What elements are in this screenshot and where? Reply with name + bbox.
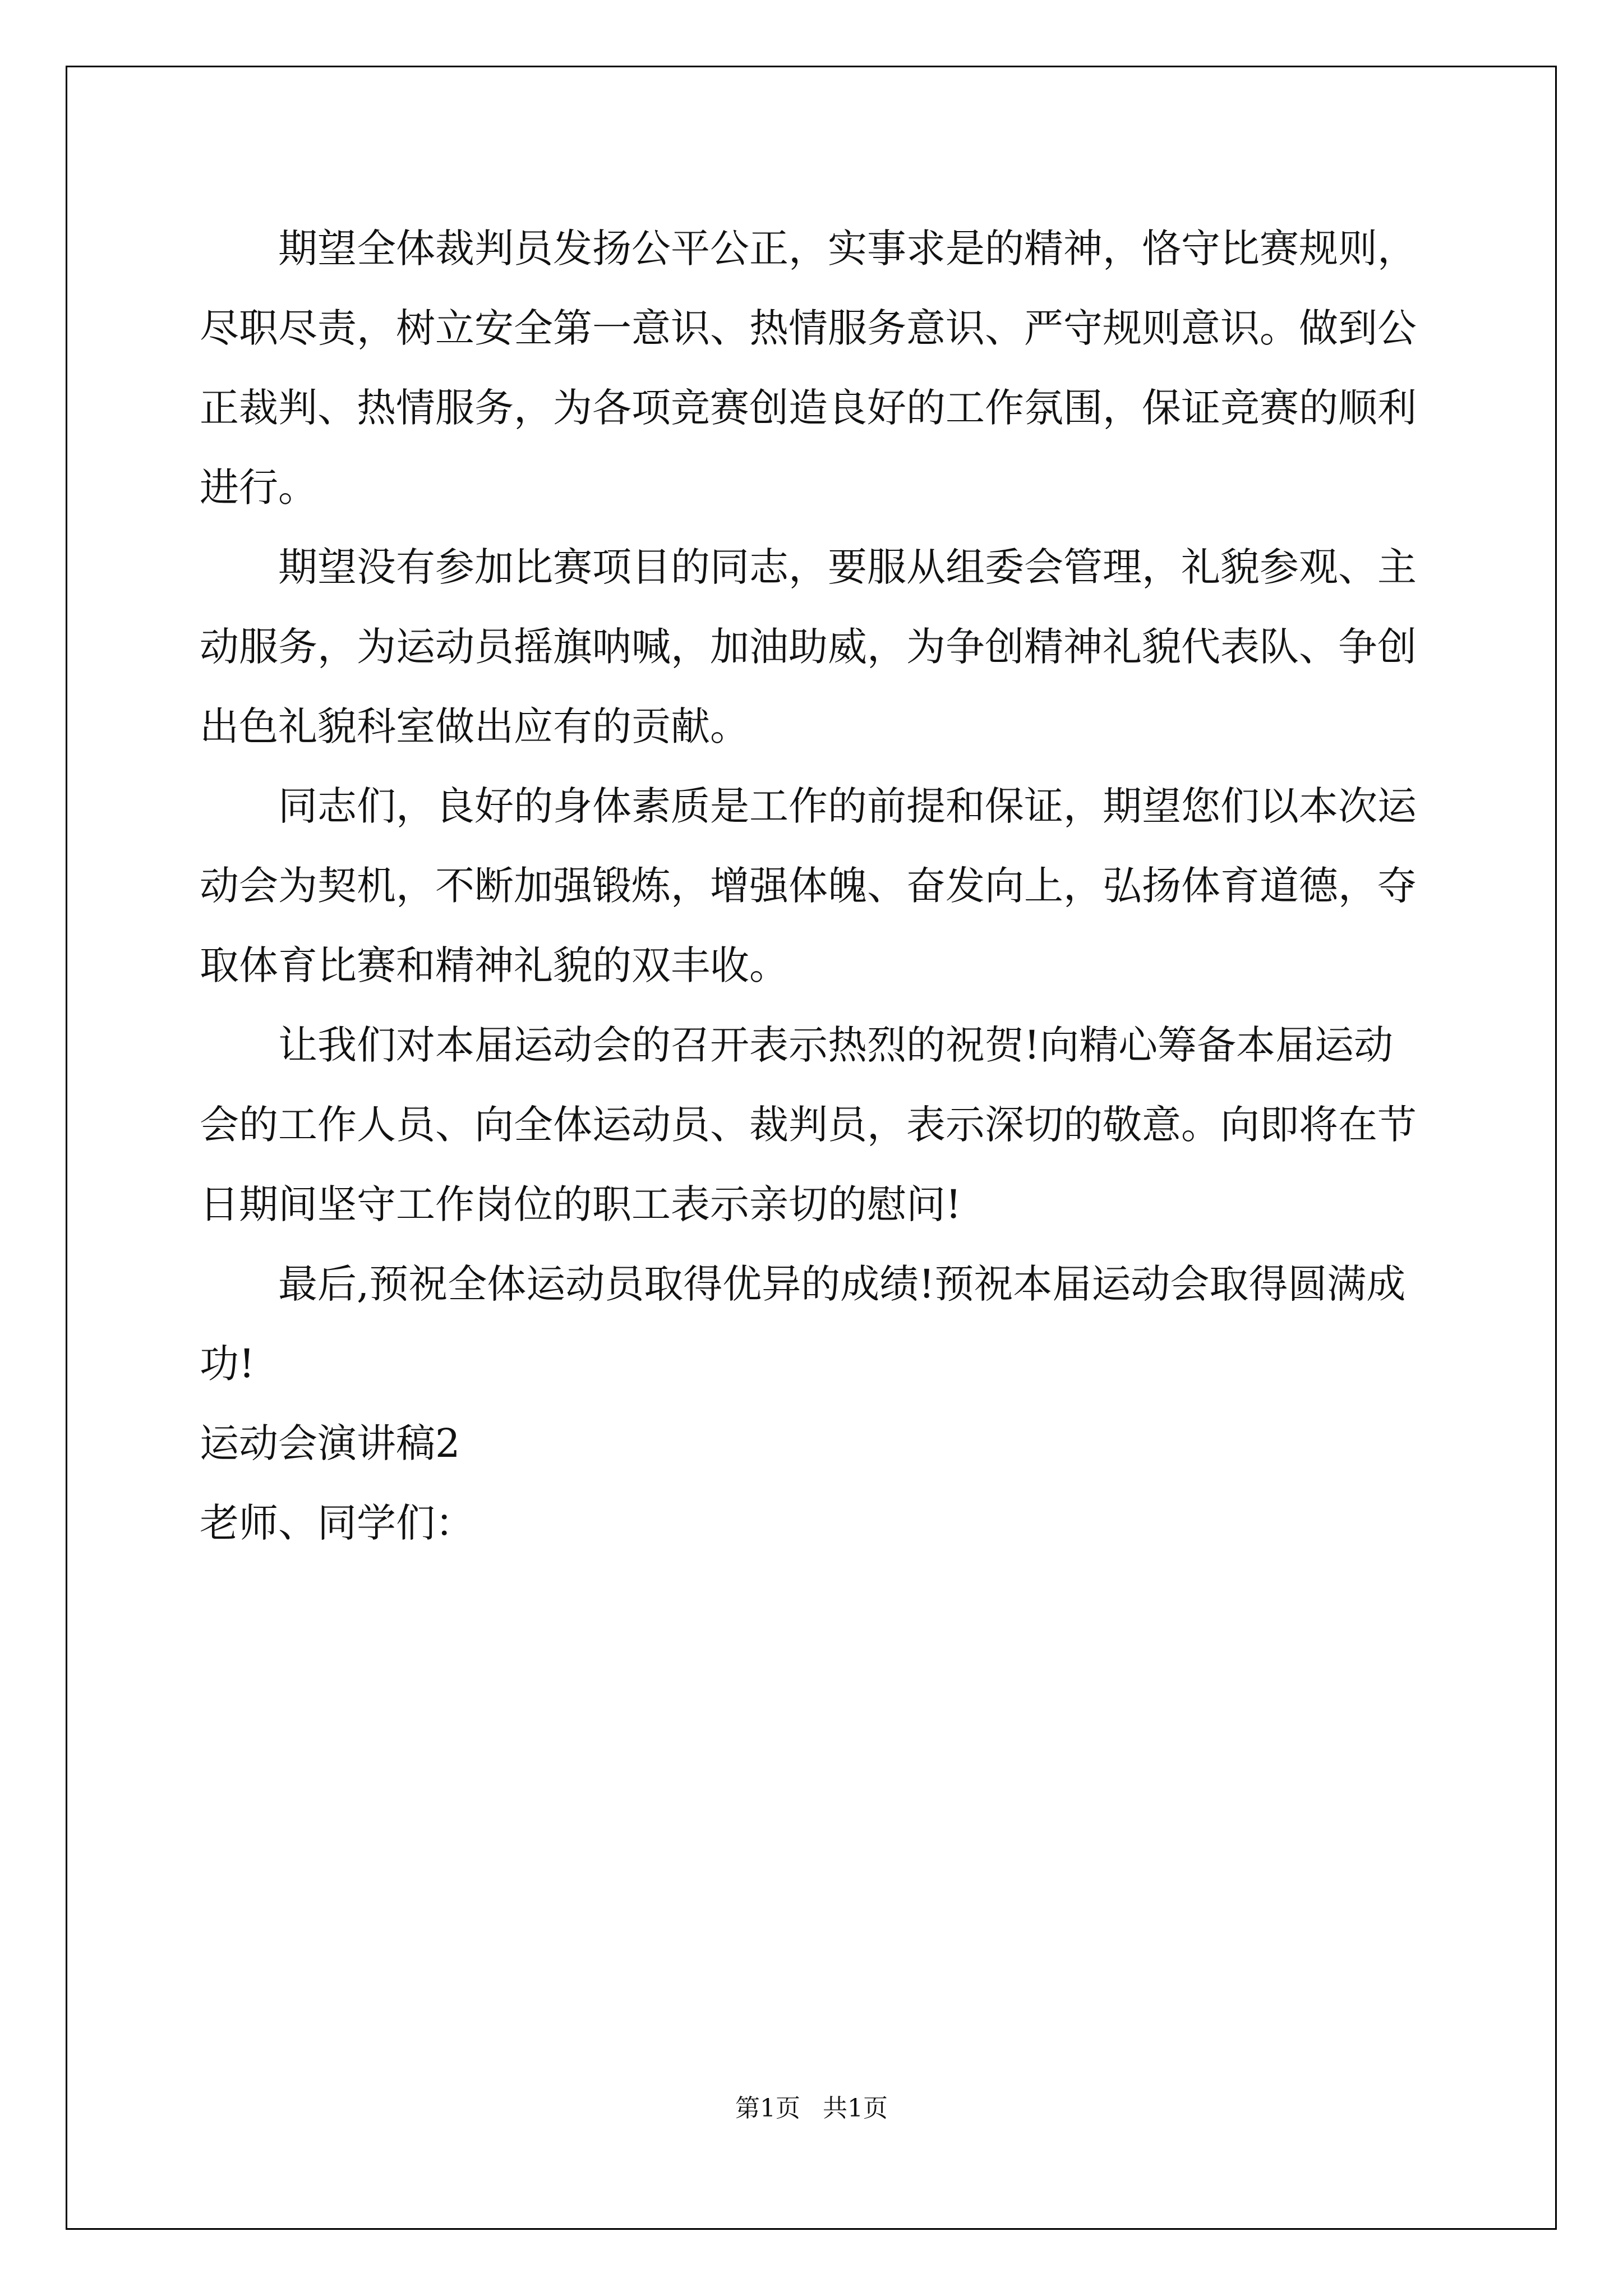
salutation: 老师、同学们： <box>200 1500 474 1546</box>
paragraph-referees: 期望全体裁判员发扬公平公正，实事求是的精神，恪守比赛规则，尽职尽责，树立安全第一意识、热情服务意识、严守规则意识。做到公正裁判、热情服务，为各项竞赛创造良好的工作氛围，保证竞赛的顺利进行。 <box>200 226 1417 510</box>
page-number: 第1页 <box>735 2094 800 2123</box>
page-footer <box>0 2088 1623 2124</box>
page-total: 共1页 <box>823 2094 888 2123</box>
paragraph-closing: 最后,预祝全体运动员取得优异的成绩!预祝本届运动会取得圆满成功! <box>200 1261 1406 1387</box>
document-body <box>200 209 1428 1563</box>
paragraph-congratulations: 让我们对本届运动会的召开表示热烈的祝贺!向精心筹备本届运动会的工作人员、向全体运动员、裁判员，表示深切的敬意。向即将在节日期间坚守工作岗位的职工表示亲切的慰问! <box>200 1022 1417 1227</box>
speech-heading: 运动会演讲稿2 <box>200 1420 460 1466</box>
paragraph-comrades: 同志们，良好的身体素质是工作的前提和保证，期望您们以本次运动会为契机，不断加强锻炼，增强体魄、奋发向上，弘扬体育道德，夺取体育比赛和精神礼貌的双丰收。 <box>200 783 1417 988</box>
paragraph-spectators: 期望没有参加比赛项目的同志，要服从组委会管理，礼貌参观、主动服务，为运动员摇旗呐喊，加油助威，为争创精神礼貌代表队、争创出色礼貌科室做出应有的贡献。 <box>200 544 1417 749</box>
